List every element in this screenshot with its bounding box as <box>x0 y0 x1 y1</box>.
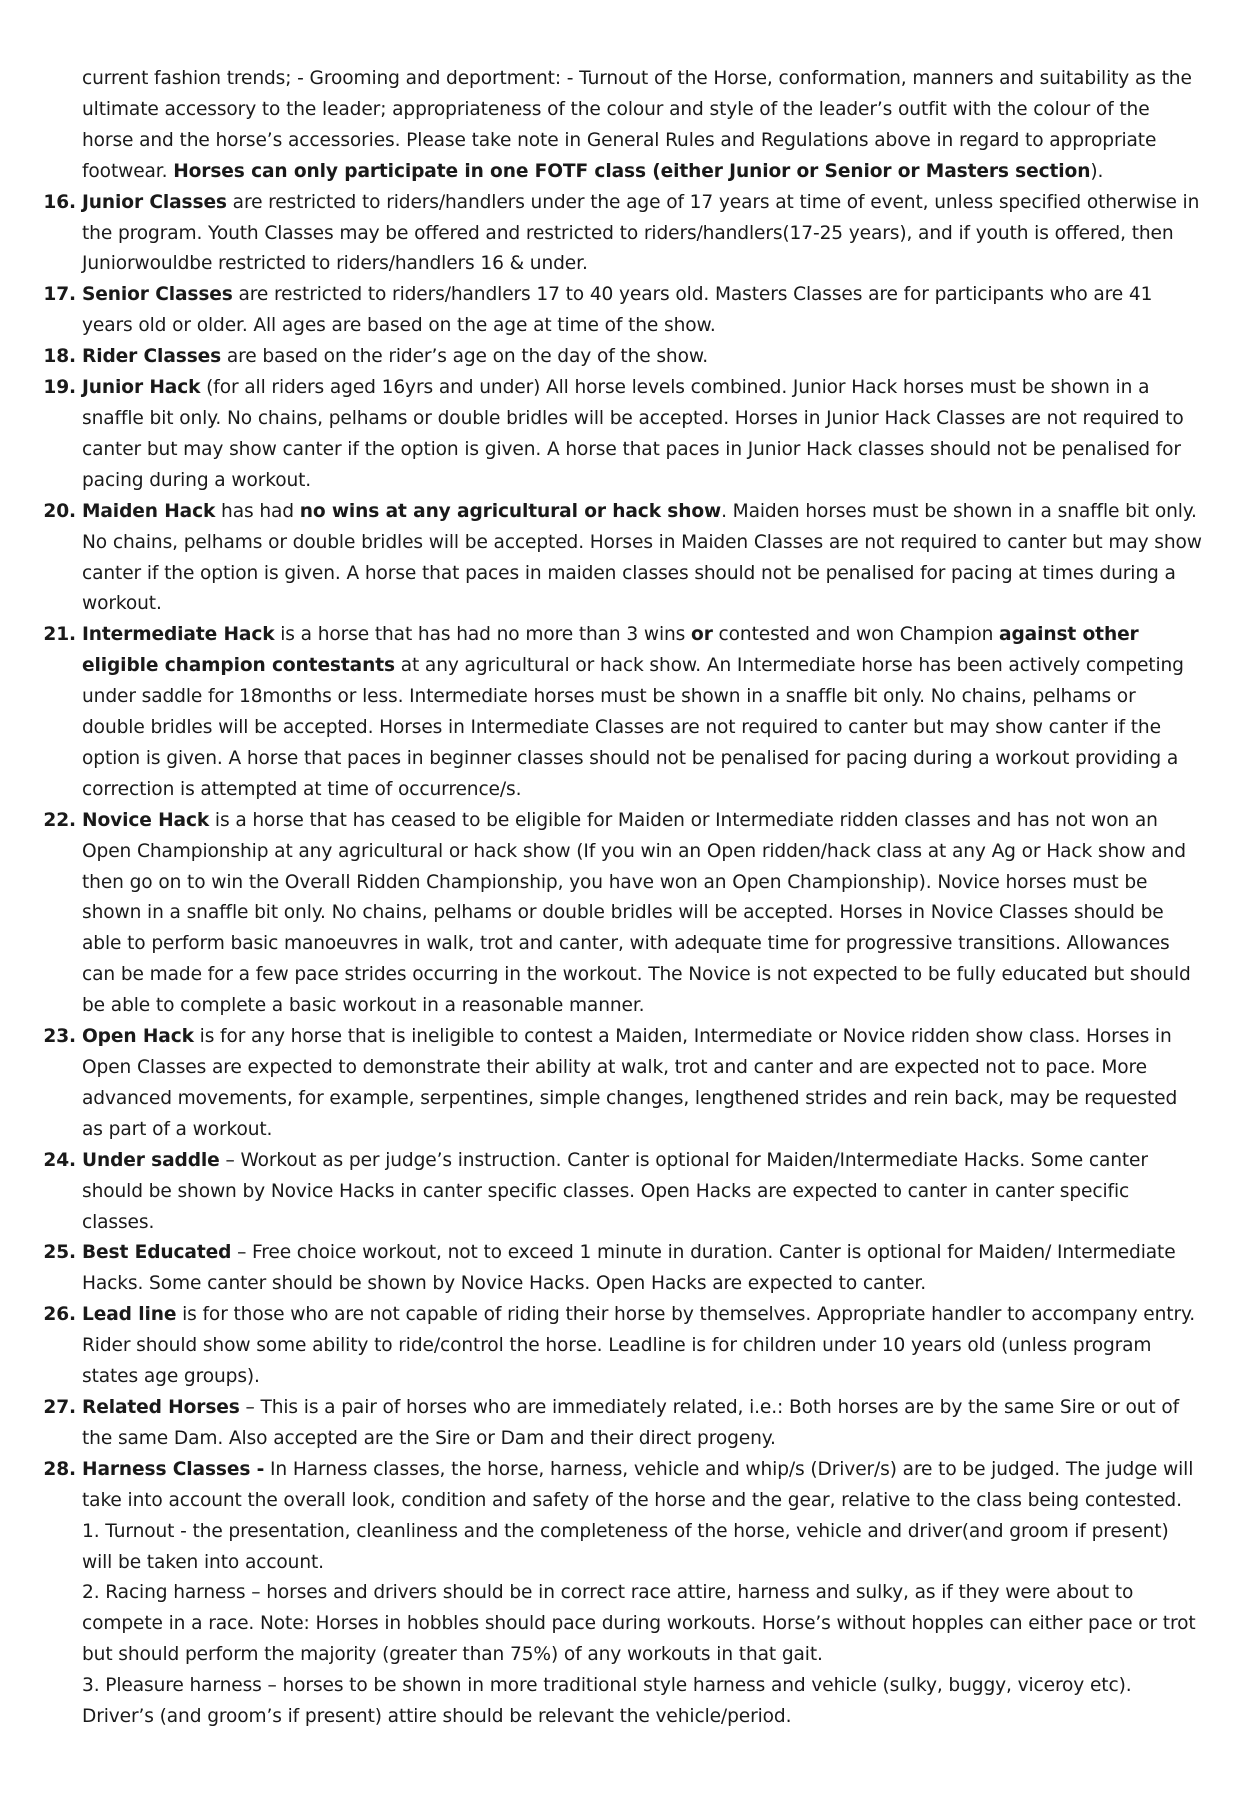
rule-term: Related Horses <box>82 1396 240 1418</box>
rule-item <box>36 1022 1203 1146</box>
rule-term: Open Hack <box>82 1026 194 1048</box>
rule-text: contested and won Champion <box>712 624 1000 646</box>
rule-item <box>36 1300 1203 1393</box>
intro-text-end: ). <box>1090 160 1104 182</box>
rule-item <box>36 1455 1203 1733</box>
intro-paragraph <box>36 64 1203 188</box>
rule-text: is for those who are not capable of riding their horse by themselves. Appropriate handler to accompany entry. Rider should show some ability to ride/control the horse. Leadline is for children under 10 years old (unless program states age groups). <box>82 1304 1196 1388</box>
rule-term: Harness Classes - <box>82 1458 265 1480</box>
rule-number: 22. <box>43 809 76 831</box>
rule-number: 24. <box>43 1149 76 1171</box>
rule-term: Maiden Hack <box>82 500 216 522</box>
rule-text: is a horse that has ceased to be eligible for Maiden or Intermediate ridden classes and has not won an Open Championship at any agricultural or hack show (If you win an Open ridden/hack class at any Ag or Hack show and then go on to win the Overall Ridden Championship, you have won an Open Championship). Novice horses must be shown in a snaffle bit only. No chains, pelhams or double bridles will be accepted. Horses in Novice Classes should be able to perform basic manoeuvres in walk, trot and canter, with adequate time for progressive transitions. Allowances can be made for a few pace strides occurring in the workout. The Novice is not expected to be fully educated but should be able to complete a basic workout in a reasonable manner. <box>82 809 1191 1017</box>
rule-number: 17. <box>43 284 76 306</box>
rule-text: (for all riders aged 16yrs and under) All horse levels combined. Junior Hack horses must be shown in a snaffle bit only. No chains, pelhams or double bridles will be accepted. Horses in Junior Hack Classes are not required to canter but may show canter if the option is given. A horse that paces in Junior Hack classes should not be penalised for pacing during a workout. <box>82 377 1184 491</box>
rule-item <box>36 1393 1203 1455</box>
rule-text: – This is a pair of horses who are immediately related, i.e.: Both horses are by the same Sire or out of the same Dam. Also accepted are the Sire or Dam and their direct progeny. <box>82 1396 1180 1449</box>
rule-text: are restricted to riders/handlers 17 to 40 years old. Masters Classes are for participants who are 41 years old or older. All ages are based on the age at time of the show. <box>82 284 1153 337</box>
rule-term: Under saddle <box>82 1149 220 1171</box>
rules-document <box>36 64 1203 1733</box>
rule-emphasis: no wins at any agricultural or hack show <box>299 500 722 522</box>
harness-subitem-turnout: 1. Turnout - the presentation, cleanliness and the completeness of the horse, vehicle and driver(and groom if present) will be taken into account. <box>82 1520 1169 1573</box>
rule-text: has had <box>215 500 300 522</box>
rule-emphasis: against other eligible champion contestants <box>82 624 1139 677</box>
rule-text: In Harness classes, the horse, harness, vehicle and whip/s (Driver/s) are to be judged. The judge will take into account the overall look, condition and safety of the horse and the gear, relative to the class being contested. <box>82 1458 1194 1511</box>
rule-number: 19. <box>43 377 76 399</box>
rule-term: Intermediate Hack <box>82 624 275 646</box>
rule-item <box>36 280 1203 342</box>
rule-number: 27. <box>43 1396 76 1418</box>
rule-text: is a horse that has had no more than 3 wins <box>274 624 692 646</box>
rule-text: are based on the rider’s age on the day of the show. <box>221 346 709 368</box>
rule-item <box>36 1238 1203 1300</box>
rule-term: Lead line <box>82 1304 177 1326</box>
rule-number: 23. <box>43 1026 76 1048</box>
rule-number: 26. <box>43 1304 76 1326</box>
rule-term: Junior Classes <box>82 191 227 213</box>
intro-bold-note: Horses can only participate in one FOTF class (either Junior or Senior or Masters section <box>173 160 1091 182</box>
rule-number: 18. <box>43 346 76 368</box>
rule-term: Junior Hack <box>82 377 201 399</box>
rule-item <box>36 620 1203 805</box>
rule-text: – Workout as per judge’s instruction. Canter is optional for Maiden/Intermediate Hacks. Some canter should be shown by Novice Hacks in canter specific classes. Open Hacks are expected to canter in canter specific classes. <box>82 1149 1148 1233</box>
harness-subitem-pleasure: 3. Pleasure harness – horses to be shown in more traditional style harness and vehicle (sulky, buggy, viceroy etc). Driver’s (and groom’s if present) attire should be relevant the vehicle/period. <box>82 1675 1132 1728</box>
rule-item <box>36 806 1203 1022</box>
rule-text: at any agricultural or hack show. An Intermediate horse has been actively competing under saddle for 18months or less. Intermediate horses must be shown in a snaffle bit only. No chains, pelhams or double bridles will be accepted. Horses in Intermediate Classes are not required to canter but may show canter if the option is given. A horse that paces in beginner classes should not be penalised for pacing during a workout providing a correction is attempted at time of occurrence/s. <box>82 655 1184 800</box>
rule-item <box>36 497 1203 621</box>
rule-term: Senior Classes <box>82 284 233 306</box>
rule-term: Best Educated <box>82 1242 232 1264</box>
rule-emphasis: or <box>691 624 713 646</box>
rule-term: Novice Hack <box>82 809 210 831</box>
rule-number: 20. <box>43 500 76 522</box>
rule-number: 25. <box>43 1242 76 1264</box>
rule-item <box>36 373 1203 497</box>
rule-number: 21. <box>43 624 76 646</box>
rule-item <box>36 342 1203 373</box>
rule-number: 28. <box>43 1458 76 1480</box>
rule-text: is for any horse that is ineligible to contest a Maiden, Intermediate or Novice ridden show class. Horses in Open Classes are expected to demonstrate their ability at walk, trot and canter and are expected not to pace. More advanced movements, for example, serpentines, simple changes, lengthened strides and rein back, may be requested as part of a workout. <box>82 1026 1178 1140</box>
rule-item <box>36 1146 1203 1239</box>
rule-number: 16. <box>43 191 76 213</box>
intro-text: current fashion trends; - Grooming and deportment: - Turnout of the Horse, conformation, manners and suitability as the ultimate accessory to the leader; appropriateness of the colour and style of the leader’s outfit with the colour of the horse and the horse’s accessories. Please take note in General Rules and Regulations above in regard to appropriate footwear. <box>82 68 1192 182</box>
rule-item <box>36 188 1203 281</box>
rule-term: Rider Classes <box>82 346 222 368</box>
harness-subitem-racing: 2. Racing harness – horses and drivers should be in correct race attire, harness and sulky, as if they were about to compete in a race. Note: Horses in hobbles should pace during workouts. Horse’s without hopples can either pace or trot but should perform the majority (greater than 75%) of any workouts in that gait. <box>82 1582 1196 1666</box>
rule-text: . Maiden horses must be shown in a snaffle bit only. No chains, pelhams or double bridles will be accepted. Horses in Maiden Classes are not required to canter but may show canter if the option is given. A horse that paces in maiden classes should not be penalised for pacing at times during a workout. <box>82 500 1202 615</box>
rule-text: are restricted to riders/handlers under the age of 17 years at time of event, unless specified otherwise in the program. Youth Classes may be offered and restricted to riders/handlers(17-25 years), and if youth is offered, then Juniorwouldbe restricted to riders/handlers 16 & under. <box>82 191 1200 275</box>
rule-text: – Free choice workout, not to exceed 1 minute in duration. Canter is optional for Maiden/ Intermediate Hacks. Some canter should be shown by Novice Hacks. Open Hacks are expected to canter. <box>82 1242 1176 1295</box>
